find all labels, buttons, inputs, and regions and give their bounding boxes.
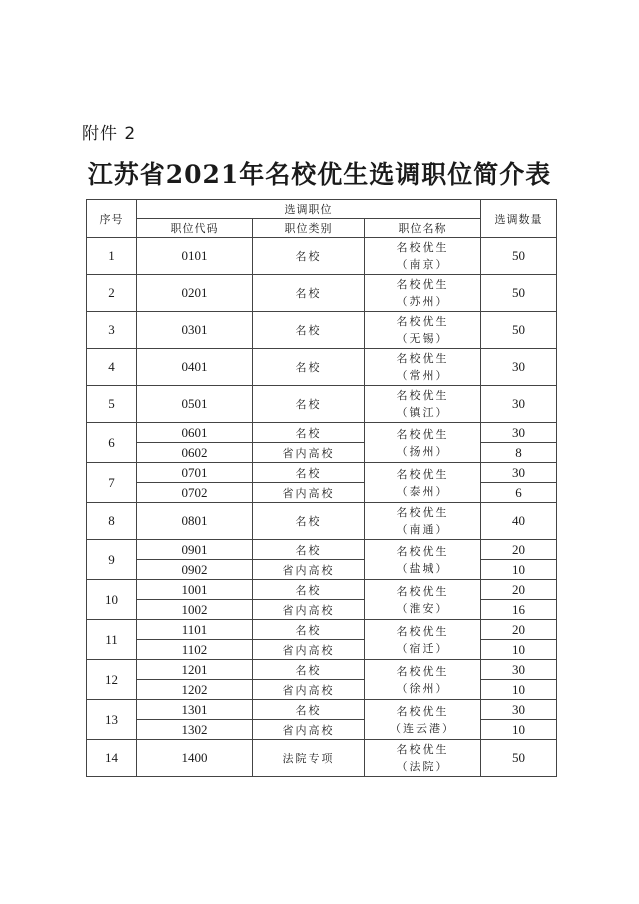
cell-seq: 11 xyxy=(87,620,137,660)
cell-code: 0902 xyxy=(137,560,253,580)
cell-position-name xyxy=(365,503,481,540)
cell-count: 20 xyxy=(481,620,557,640)
cell-count: 50 xyxy=(481,238,557,275)
cell-category: 名校 xyxy=(253,620,365,640)
position-name-line1: 名校优生 xyxy=(396,704,449,718)
cell-category: 名校 xyxy=(253,238,365,275)
position-name-line2: （宿迁） xyxy=(396,641,449,655)
cell-position-name xyxy=(365,740,481,777)
table-row xyxy=(87,580,557,600)
cell-category: 名校 xyxy=(253,660,365,680)
position-name-line2: （苏州） xyxy=(396,295,449,308)
cell-code: 0702 xyxy=(137,483,253,503)
cell-code: 1301 xyxy=(137,700,253,720)
table-row xyxy=(87,600,557,620)
cell-position-name xyxy=(365,580,481,620)
table-row xyxy=(87,275,557,312)
cell-count: 30 xyxy=(481,386,557,423)
cell-category: 名校 xyxy=(253,349,365,386)
header-position-group: 选调职位 xyxy=(137,200,481,219)
cell-seq: 3 xyxy=(87,312,137,349)
table-row xyxy=(87,483,557,503)
cell-seq: 9 xyxy=(87,540,137,580)
cell-code: 1400 xyxy=(137,740,253,777)
cell-count: 50 xyxy=(481,275,557,312)
cell-seq: 13 xyxy=(87,700,137,740)
cell-count: 40 xyxy=(481,503,557,540)
cell-code: 1001 xyxy=(137,580,253,600)
position-name-line2: （徐州） xyxy=(396,681,449,695)
cell-count: 30 xyxy=(481,660,557,680)
cell-position-name xyxy=(365,386,481,423)
cell-code: 0901 xyxy=(137,540,253,560)
cell-count: 10 xyxy=(481,680,557,700)
position-name-line2: （法院） xyxy=(396,760,449,773)
cell-category: 名校 xyxy=(253,275,365,312)
cell-category: 名校 xyxy=(253,580,365,600)
cell-code: 1201 xyxy=(137,660,253,680)
cell-position-name xyxy=(365,349,481,386)
cell-count: 16 xyxy=(481,600,557,620)
cell-position-name xyxy=(365,238,481,275)
header-count: 选调数量 xyxy=(481,200,557,238)
cell-count: 10 xyxy=(481,560,557,580)
table-row xyxy=(87,560,557,580)
cell-seq: 12 xyxy=(87,660,137,700)
position-name-line1: 名校优生 xyxy=(396,664,449,678)
cell-code: 0602 xyxy=(137,443,253,463)
cell-code: 0601 xyxy=(137,423,253,443)
table-row xyxy=(87,700,557,720)
header-category: 职位类别 xyxy=(253,219,365,238)
cell-category: 名校 xyxy=(253,463,365,483)
cell-position-name xyxy=(365,275,481,312)
cell-position-name xyxy=(365,700,481,740)
position-name-line1: 名校优生 xyxy=(396,467,449,481)
cell-category: 省内高校 xyxy=(253,680,365,700)
cell-code: 0201 xyxy=(137,275,253,312)
table-row xyxy=(87,238,557,275)
table-row xyxy=(87,386,557,423)
cell-count: 10 xyxy=(481,720,557,740)
cell-code: 0101 xyxy=(137,238,253,275)
cell-category: 省内高校 xyxy=(253,720,365,740)
cell-position-name xyxy=(365,620,481,660)
table-row xyxy=(87,463,557,483)
cell-seq: 8 xyxy=(87,503,137,540)
position-name-line1: 名校优生 xyxy=(396,278,449,291)
table-row xyxy=(87,620,557,640)
position-name-line2: （盐城） xyxy=(396,561,449,575)
table-row xyxy=(87,423,557,443)
position-name-line1: 名校优生 xyxy=(396,624,449,638)
cell-category: 名校 xyxy=(253,700,365,720)
attachment-label: 附件 2 xyxy=(82,124,137,144)
cell-category: 名校 xyxy=(253,540,365,560)
position-name-line2: （连云港） xyxy=(390,721,455,735)
table-row xyxy=(87,720,557,740)
header-code: 职位代码 xyxy=(137,219,253,238)
cell-category: 名校 xyxy=(253,312,365,349)
cell-count: 20 xyxy=(481,540,557,560)
cell-code: 1002 xyxy=(137,600,253,620)
table-row xyxy=(87,349,557,386)
cell-count: 30 xyxy=(481,700,557,720)
cell-category: 省内高校 xyxy=(253,443,365,463)
document-title: 江苏省2021年名校优生选调职位简介表 xyxy=(87,160,552,189)
cell-position-name xyxy=(365,423,481,463)
cell-code: 1302 xyxy=(137,720,253,740)
cell-count: 6 xyxy=(481,483,557,503)
cell-category: 名校 xyxy=(253,423,365,443)
header-seq: 序号 xyxy=(87,200,137,238)
positions-table xyxy=(86,199,557,777)
table-row xyxy=(87,660,557,680)
cell-seq: 5 xyxy=(87,386,137,423)
cell-count: 30 xyxy=(481,423,557,443)
position-name-line1: 名校优生 xyxy=(396,544,449,558)
cell-count: 20 xyxy=(481,580,557,600)
cell-seq: 14 xyxy=(87,740,137,777)
cell-seq: 2 xyxy=(87,275,137,312)
cell-code: 1102 xyxy=(137,640,253,660)
position-name-line1: 名校优生 xyxy=(396,427,449,441)
cell-count: 10 xyxy=(481,640,557,660)
cell-count: 30 xyxy=(481,463,557,483)
cell-count: 30 xyxy=(481,349,557,386)
position-name-line2: （镇江） xyxy=(396,406,449,419)
cell-code: 0401 xyxy=(137,349,253,386)
header-name: 职位名称 xyxy=(365,219,481,238)
table-body xyxy=(87,238,557,777)
position-name-line1: 名校优生 xyxy=(396,584,449,598)
cell-code: 0301 xyxy=(137,312,253,349)
position-name-line2: （泰州） xyxy=(396,484,449,498)
table-row xyxy=(87,503,557,540)
position-name-line2: （南京） xyxy=(396,258,449,271)
cell-code: 0501 xyxy=(137,386,253,423)
cell-position-name xyxy=(365,312,481,349)
cell-category: 名校 xyxy=(253,386,365,423)
table-row xyxy=(87,740,557,777)
position-name-line2: （南通） xyxy=(396,523,449,536)
table-row xyxy=(87,680,557,700)
cell-category: 法院专项 xyxy=(253,740,365,777)
position-name-line2: （无锡） xyxy=(396,332,449,345)
cell-seq: 10 xyxy=(87,580,137,620)
cell-count: 50 xyxy=(481,312,557,349)
cell-code: 0701 xyxy=(137,463,253,483)
cell-position-name xyxy=(365,540,481,580)
table-row xyxy=(87,443,557,463)
cell-count: 50 xyxy=(481,740,557,777)
position-name-line1: 名校优生 xyxy=(396,352,449,365)
table-row xyxy=(87,312,557,349)
cell-seq: 7 xyxy=(87,463,137,503)
position-name-line1: 名校优生 xyxy=(396,389,449,402)
cell-code: 1101 xyxy=(137,620,253,640)
cell-seq: 1 xyxy=(87,238,137,275)
cell-seq: 6 xyxy=(87,423,137,463)
cell-position-name xyxy=(365,463,481,503)
position-name-line1: 名校优生 xyxy=(396,743,449,756)
cell-category: 省内高校 xyxy=(253,600,365,620)
cell-count: 8 xyxy=(481,443,557,463)
cell-category: 省内高校 xyxy=(253,483,365,503)
position-name-line2: （常州） xyxy=(396,369,449,382)
cell-category: 名校 xyxy=(253,503,365,540)
cell-category: 省内高校 xyxy=(253,560,365,580)
position-name-line2: （扬州） xyxy=(396,444,449,458)
position-name-line1: 名校优生 xyxy=(396,241,449,254)
position-name-line1: 名校优生 xyxy=(396,506,449,519)
table-row xyxy=(87,540,557,560)
cell-code: 0801 xyxy=(137,503,253,540)
cell-seq: 4 xyxy=(87,349,137,386)
cell-code: 1202 xyxy=(137,680,253,700)
position-name-line1: 名校优生 xyxy=(396,315,449,328)
cell-position-name xyxy=(365,660,481,700)
table-row xyxy=(87,640,557,660)
cell-category: 省内高校 xyxy=(253,640,365,660)
position-name-line2: （淮安） xyxy=(396,601,449,615)
